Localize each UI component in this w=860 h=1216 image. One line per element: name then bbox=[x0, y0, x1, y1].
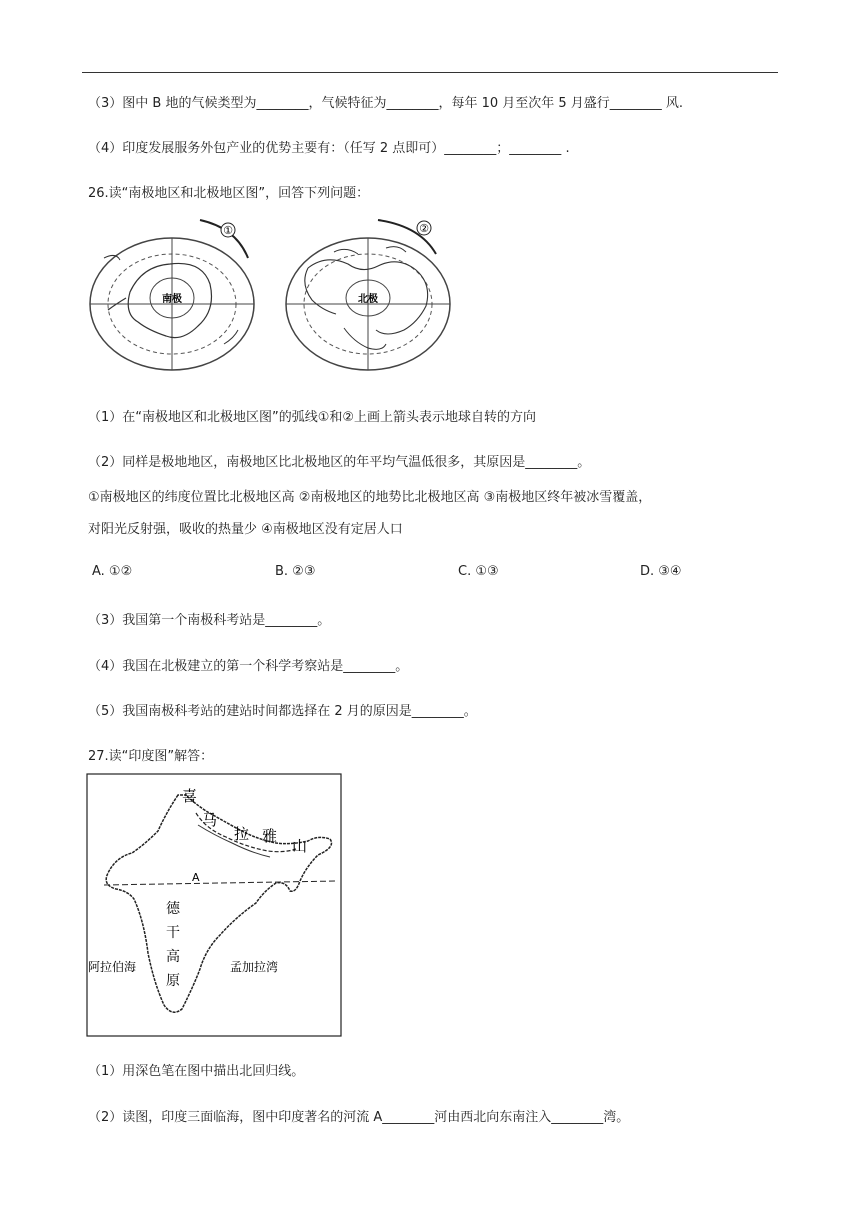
q26-2-text: （2）同样是极地地区，南极地区比北极地区的年平均气温低很多，其原因是________。 bbox=[88, 455, 591, 470]
choice-a[interactable]: A. ①② bbox=[92, 564, 133, 579]
q26-4-text: （4）我国在北极建立的第一个科学考察站是________。 bbox=[88, 659, 409, 674]
antarctic-label: 南极 bbox=[162, 294, 182, 305]
arc-2-label: ② bbox=[419, 222, 429, 235]
antarctic-map bbox=[90, 220, 254, 370]
arabian-sea-label: 阿拉伯海 bbox=[88, 960, 137, 974]
arctic-map bbox=[286, 220, 450, 370]
q26-2-options-line1: ①南极地区的纬度位置比北极地区高 ②南极地区的地势比北极地区高 ③南极地区终年被冰雪覆盖， bbox=[88, 490, 652, 505]
q25-4-text: （4）印度发展服务外包产业的优势主要有：（任写 2 点即可）________；________ . bbox=[88, 141, 570, 156]
himalaya-char-1: 喜 bbox=[182, 787, 198, 805]
himalaya-char-2: 马 bbox=[202, 811, 218, 829]
q27-1-text: （1）用深色笔在图中描出北回归线。 bbox=[88, 1064, 305, 1079]
choice-d[interactable]: D. ③④ bbox=[640, 564, 682, 579]
deccan-char-2: 干 bbox=[166, 925, 180, 941]
q25-3-text: （3）图中 B 地的气候类型为________，气候特征为________，每年 10 月至次年 5 月盛行________ 风. bbox=[88, 96, 684, 111]
q26-title: 26.读“南极地区和北极地区图”，回答下列问题： bbox=[88, 186, 370, 201]
himalaya-char-4: 雅 bbox=[262, 827, 278, 845]
choice-c[interactable]: C. ①③ bbox=[458, 564, 499, 579]
q26-1-text: （1）在“南极地区和北极地区图”的弧线①和②上画上箭头表示地球自转的方向 bbox=[88, 410, 537, 425]
header-rule bbox=[82, 72, 778, 73]
q27-2-text: （2）读图，印度三面临海，图中印度著名的河流 A________河由西北向东南注入________湾。 bbox=[88, 1110, 630, 1125]
bay-of-bengal-label: 孟加拉湾 bbox=[230, 960, 279, 974]
arc-1-label: ① bbox=[223, 224, 233, 237]
deccan-char-4: 原 bbox=[166, 973, 180, 989]
river-a-label: A bbox=[192, 871, 200, 884]
india-map bbox=[86, 773, 342, 1037]
himalaya-char-3: 拉 bbox=[234, 825, 250, 843]
deccan-char-3: 高 bbox=[166, 949, 180, 965]
deccan-char-1: 德 bbox=[166, 901, 180, 917]
q26-2-options-line2: 对阳光反射强，吸收的热量少 ④南极地区没有定居人口 bbox=[88, 522, 403, 537]
q26-3-text: （3）我国第一个南极科考站是________。 bbox=[88, 613, 331, 628]
polar-regions-figure bbox=[86, 218, 460, 378]
choice-b[interactable]: B. ②③ bbox=[275, 564, 316, 579]
arctic-label: 北极 bbox=[358, 294, 378, 305]
q27-title: 27.读“印度图”解答： bbox=[88, 749, 214, 764]
q26-5-text: （5）我国南极科考站的建站时间都选择在 2 月的原因是________。 bbox=[88, 704, 477, 719]
himalaya-char-5: 山 bbox=[292, 837, 308, 855]
